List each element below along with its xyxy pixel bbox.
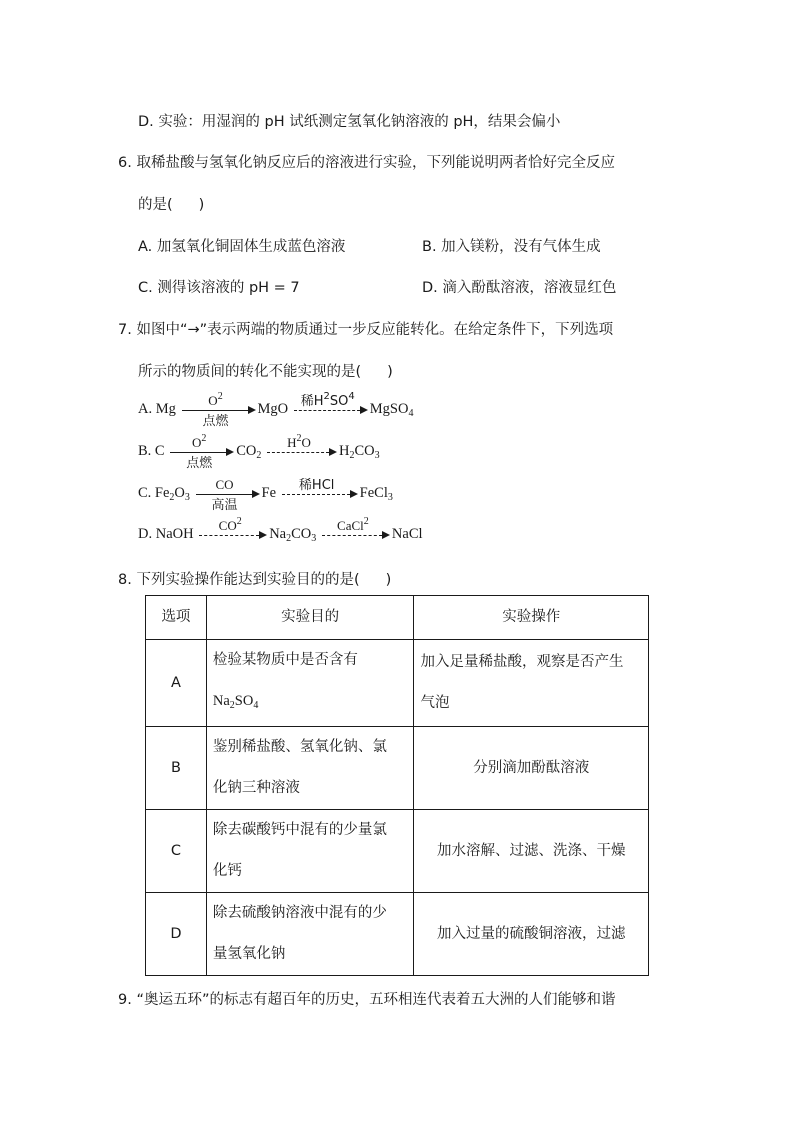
q7b-end-sub2: 3 — [374, 450, 380, 461]
q7-option-b — [138, 432, 380, 472]
q7a-cond2-sup2: 4 — [348, 390, 355, 402]
row-goal-line1: 除去碳酸钙中混有的少量氯 — [212, 822, 387, 838]
goal-so-sub: 4 — [253, 700, 259, 711]
row-option: B — [146, 727, 207, 810]
q7-option-a — [138, 390, 414, 430]
q6-stem-text: 的是( — [138, 197, 173, 213]
q7a-cond1: O — [208, 392, 218, 408]
q7d-end: NaCl — [391, 526, 423, 542]
q6-stem-line2 — [138, 193, 204, 214]
q7-stem-line1: 7. 如图中“→”表示两端的物质通过一步反应能转化。在给定条件下，下列选项 — [118, 322, 614, 338]
q7d-arrow1 — [199, 515, 267, 542]
q6-option-d: D. 滴入酚酞溶液，溶液显红色 — [422, 280, 617, 296]
q7c-end: FeCl — [359, 485, 388, 501]
q7d-mid-sub: 2 — [286, 533, 292, 544]
q7d-arrow2 — [322, 515, 390, 542]
table-row — [146, 640, 649, 727]
row-goal-line1: 除去硫酸钠溶液中混有的少 — [212, 905, 387, 921]
row-goal-line1: 鉴别稀盐酸、氢氧化钠、氯 — [212, 739, 387, 755]
row-goal — [206, 893, 414, 976]
q7-option-c — [138, 476, 393, 514]
q6-stem-line1: 6. 取稀盐酸与氢氧化钠反应后的溶液进行实验，下列能说明两者恰好完全反应 — [118, 155, 615, 171]
header-operation: 实验操作 — [414, 596, 649, 640]
row-operation: 分别滴加酚酞溶液 — [414, 727, 649, 810]
row-option: D — [146, 893, 207, 976]
table-row — [146, 893, 649, 976]
q7a-label: A. Mg — [138, 401, 176, 417]
row-operation — [414, 640, 649, 727]
q7c-end-sub: 3 — [387, 492, 393, 503]
q7c-label-sub2: 3 — [184, 492, 190, 503]
row-op-line2: 气泡 — [420, 695, 450, 711]
q7c-cond1: CO — [215, 476, 234, 492]
row-op-line1: 加入足量稀盐酸，观察是否产生 — [420, 654, 624, 670]
q8-stem-text: 8. 下列实验操作能达到实验目的的是( — [118, 572, 360, 588]
q7-stem-text: 所示的物质间的转化不能实现的是( — [138, 364, 362, 380]
q7a-arrow2 — [294, 390, 368, 417]
q7b-mid: CO — [236, 443, 257, 459]
q7d-cond2: CaCl — [337, 517, 364, 533]
q7b-cond2-o: O — [301, 434, 311, 450]
q5-option-d: D. 实验：用湿润的 pH 试纸测定氢氧化钠溶液的 pH，结果会偏小 — [138, 114, 561, 130]
goal-na: Na — [212, 693, 230, 709]
row-goal — [206, 640, 414, 727]
goal-na-sub: 2 — [229, 700, 235, 711]
row-goal-line2: 化钠三种溶液 — [212, 780, 300, 796]
q7a-end-sub: 4 — [408, 408, 414, 419]
q7d-cond1: CO — [218, 517, 237, 533]
q8-close-paren: ) — [385, 572, 392, 588]
q7-close-paren: ) — [387, 364, 393, 380]
q7d-mid: Na — [269, 526, 287, 542]
q7a-mid: MgO — [257, 401, 289, 417]
q7b-label: B. C — [138, 443, 165, 459]
q7a-cond2-sup1: 2 — [323, 390, 330, 402]
header-option: 选项 — [146, 596, 207, 640]
header-goal: 实验目的 — [206, 596, 414, 640]
q7c-mid: Fe — [261, 485, 277, 501]
row-goal — [206, 727, 414, 810]
q7a-cond1-sup: 2 — [217, 390, 223, 402]
q7-stem-line2 — [138, 360, 393, 381]
q7d-mid2: CO — [291, 526, 312, 542]
q7d-label: D. NaOH — [138, 526, 194, 542]
q8-stem — [118, 568, 391, 589]
q7b-end2: CO — [354, 443, 375, 459]
q7b-end-sub: 2 — [349, 450, 355, 461]
q7b-cond2: H — [287, 434, 297, 450]
q7b-arrow1 — [170, 432, 234, 472]
q6-option-b: B. 加入镁粉，没有气体生成 — [422, 239, 601, 255]
q7a-end: MgSO — [369, 401, 409, 417]
row-goal — [206, 810, 414, 893]
q7b-mid-sub: 2 — [256, 450, 262, 461]
q7a-cond2: 稀H — [300, 393, 324, 409]
row-goal-line2: 量氢氧化钠 — [212, 946, 286, 962]
q6-option-a: A. 加氢氧化铜固体生成蓝色溶液 — [138, 239, 346, 255]
q7b-cond1-sup: 2 — [201, 432, 207, 444]
q7a-arrow1 — [182, 390, 256, 430]
q7c-cond1-below: 高温 — [211, 498, 238, 514]
table-row — [146, 810, 649, 893]
q7d-cond1-sup: 2 — [236, 515, 242, 527]
row-operation: 加水溶解、过滤、洗涤、干燥 — [414, 810, 649, 893]
q7d-cond2-sup: 2 — [363, 515, 369, 527]
q6-close-paren: ) — [198, 197, 205, 213]
q7c-arrow1 — [196, 476, 260, 514]
q7c-arrow2 — [282, 477, 358, 501]
q7a-cond2-mid: SO — [329, 393, 349, 409]
row-operation: 加入过量的硫酸铜溶液，过滤 — [414, 893, 649, 976]
q7b-cond1: O — [192, 434, 202, 450]
table-row — [146, 727, 649, 810]
q7-option-d — [138, 515, 423, 544]
q7d-mid-sub2: 3 — [311, 533, 317, 544]
q7c-label: C. Fe — [138, 485, 170, 501]
q7b-cond2-sup: 2 — [296, 432, 302, 444]
q7c-label-sub: 2 — [169, 492, 175, 503]
q7b-arrow2 — [267, 432, 337, 459]
q7c-cond2: 稀HCl — [298, 477, 335, 493]
row-option: C — [146, 810, 207, 893]
goal-so: SO — [234, 693, 254, 709]
table-header-row — [146, 596, 649, 640]
q9-stem: 9. “奥运五环”的标志有超百年的历史，五环相连代表着五大洲的人们能够和谐 — [118, 992, 616, 1008]
q7c-label2: O — [174, 485, 185, 501]
row-goal-line2: 化钙 — [212, 863, 242, 879]
q8-table — [145, 595, 649, 976]
row-option: A — [146, 640, 207, 727]
row-goal-line1: 检验某物质中是否含有 — [212, 652, 358, 668]
q6-option-c: C. 测得该溶液的 pH = 7 — [138, 280, 300, 296]
q7b-end: H — [339, 443, 350, 459]
q7a-cond1-below: 点燃 — [202, 414, 229, 430]
row-goal-line2 — [213, 681, 408, 726]
q7b-cond1-below: 点燃 — [186, 456, 213, 472]
